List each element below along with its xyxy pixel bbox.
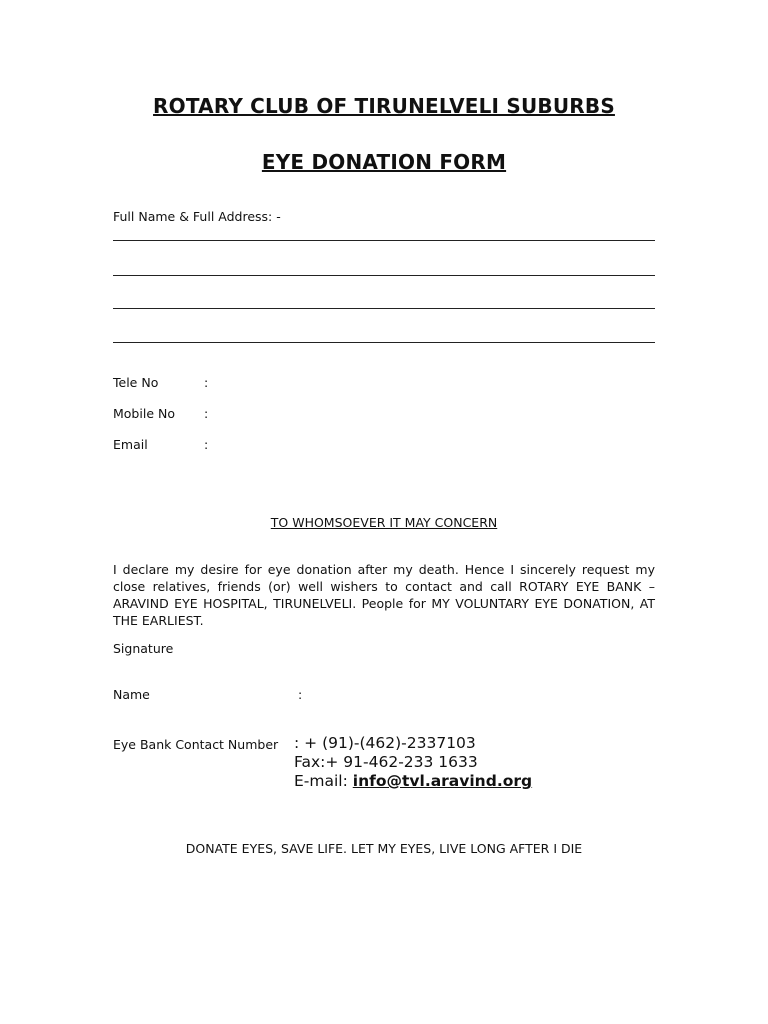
- mobile-no-colon: :: [204, 406, 209, 421]
- org-title: ROTARY CLUB OF TIRUNELVELI SUBURBS: [153, 94, 615, 118]
- email-colon: :: [204, 437, 209, 452]
- eye-bank-phone: : + (91)-(462)-2337103: [294, 734, 476, 752]
- eye-bank-contact-label: Eye Bank Contact Number: [113, 737, 279, 752]
- eye-bank-email-line: [294, 772, 532, 791]
- tele-no-colon: :: [204, 375, 209, 390]
- tele-no-label: Tele No: [113, 375, 159, 390]
- address-line-1[interactable]: [113, 240, 655, 241]
- signature-label: Signature: [113, 641, 174, 656]
- address-line-3[interactable]: [113, 308, 655, 309]
- declaration-text: I declare my desire for eye donation after my death. Hence I sincerely request my close relatives, friends (or) well wishers to contact and call ROTARY EYE BANK – ARAVIND EYE HOSPITAL, TIRUNELVELI. People for MY VOLUNTARY EYE DONATION, AT THE EARLIEST.: [113, 562, 655, 628]
- mobile-no-label: Mobile No: [113, 406, 175, 421]
- email-label: Email: [113, 437, 148, 452]
- footer-slogan: DONATE EYES, SAVE LIFE. LET MY EYES, LIVE LONG AFTER I DIE: [185, 841, 583, 856]
- declaration-heading: TO WHOMSOEVER IT MAY CONCERN: [270, 515, 498, 530]
- address-label: Full Name & Full Address: -: [113, 209, 281, 224]
- address-line-2[interactable]: [113, 275, 655, 276]
- form-title: EYE DONATION FORM: [261, 150, 507, 174]
- address-line-4[interactable]: [113, 342, 655, 343]
- name-colon: :: [298, 687, 303, 702]
- email-prefix: E-mail:: [294, 772, 353, 790]
- eye-bank-fax: Fax:+ 91-462-233 1633: [294, 753, 478, 771]
- eye-bank-email-link[interactable]: info@tvl.aravind.org: [352, 772, 533, 790]
- name-label: Name: [113, 687, 150, 702]
